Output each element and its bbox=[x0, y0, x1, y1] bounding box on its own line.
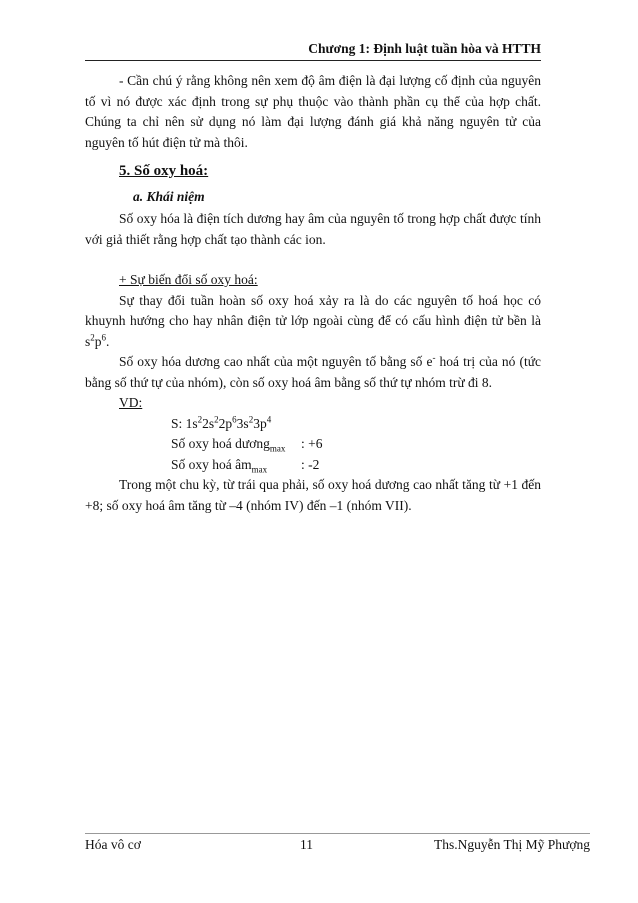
page-number: 11 bbox=[300, 837, 313, 852]
chapter-title: Chương 1: Định luật tuần hòa và HTTH bbox=[308, 41, 541, 56]
section-5-heading: 5. Số oxy hoá: bbox=[119, 163, 209, 179]
definition-paragraph: Số oxy hóa là điện tích dương hay âm của nguyên tố trong hợp chất được tính với giả thiết rằng hợp chất tạo thành các ion. bbox=[85, 211, 541, 247]
variation-heading: + Sự biến đổi số oxy hoá: bbox=[119, 272, 258, 287]
example-label: VD: bbox=[119, 395, 143, 410]
electron-configuration: S: $1s^22s^22p^63s^23p^4$ bbox=[171, 414, 272, 431]
page-header bbox=[85, 40, 541, 61]
footer-author: Ths.Nguyễn Thị Mỹ Phượng bbox=[434, 837, 590, 852]
negative-oxidation-row: Số oxy hoá $âm_{max}$ : -2 bbox=[171, 456, 320, 475]
subsection-a-heading: a. Khái niệm bbox=[133, 189, 205, 204]
intro-paragraph: - Cần chú ý rằng không nên xem độ âm điện là đại lượng cố định của nguyên tố vì nó được xác định trong sự phụ thuộc vào thành phần cụ thể của hợp chất. Chúng ta chỉ nên sử dụng nó làm đại lượng đánh giá khả năng nguyên tử của nguyên tố hút điện tử mà thôi. bbox=[85, 73, 541, 150]
variation-paragraph-2: Số oxy hóa dương cao nhất của một nguyên tố bằng số e- hoá trị của nó (tức bằng số thứ tự của nhóm), còn số oxy hoá âm bằng số thứ tự nhóm trừ đi 8. bbox=[85, 352, 542, 390]
variation-paragraph-1: Sự thay đổi tuần hoàn số oxy hoá xảy ra là do các nguyên tố hoá học có khuynh hướng cho hay nhân điện tử lớp ngoài cùng để có cấu hình điện tử bền là $s^2p^6$. bbox=[85, 292, 541, 349]
closing-paragraph: Trong một chu kỳ, từ trái qua phải, số oxy hoá dương cao nhất tăng từ +1 đến +8; số oxy hoá âm tăng từ –4 (nhóm IV) đến –1 (nhóm VII). bbox=[85, 477, 541, 513]
page-content bbox=[85, 71, 541, 516]
page-footer bbox=[85, 833, 590, 856]
positive-oxidation-row: Số oxy hoá dương$_{max}$ : +6 bbox=[171, 436, 323, 454]
footer-subject: Hóa vô cơ bbox=[85, 837, 141, 852]
